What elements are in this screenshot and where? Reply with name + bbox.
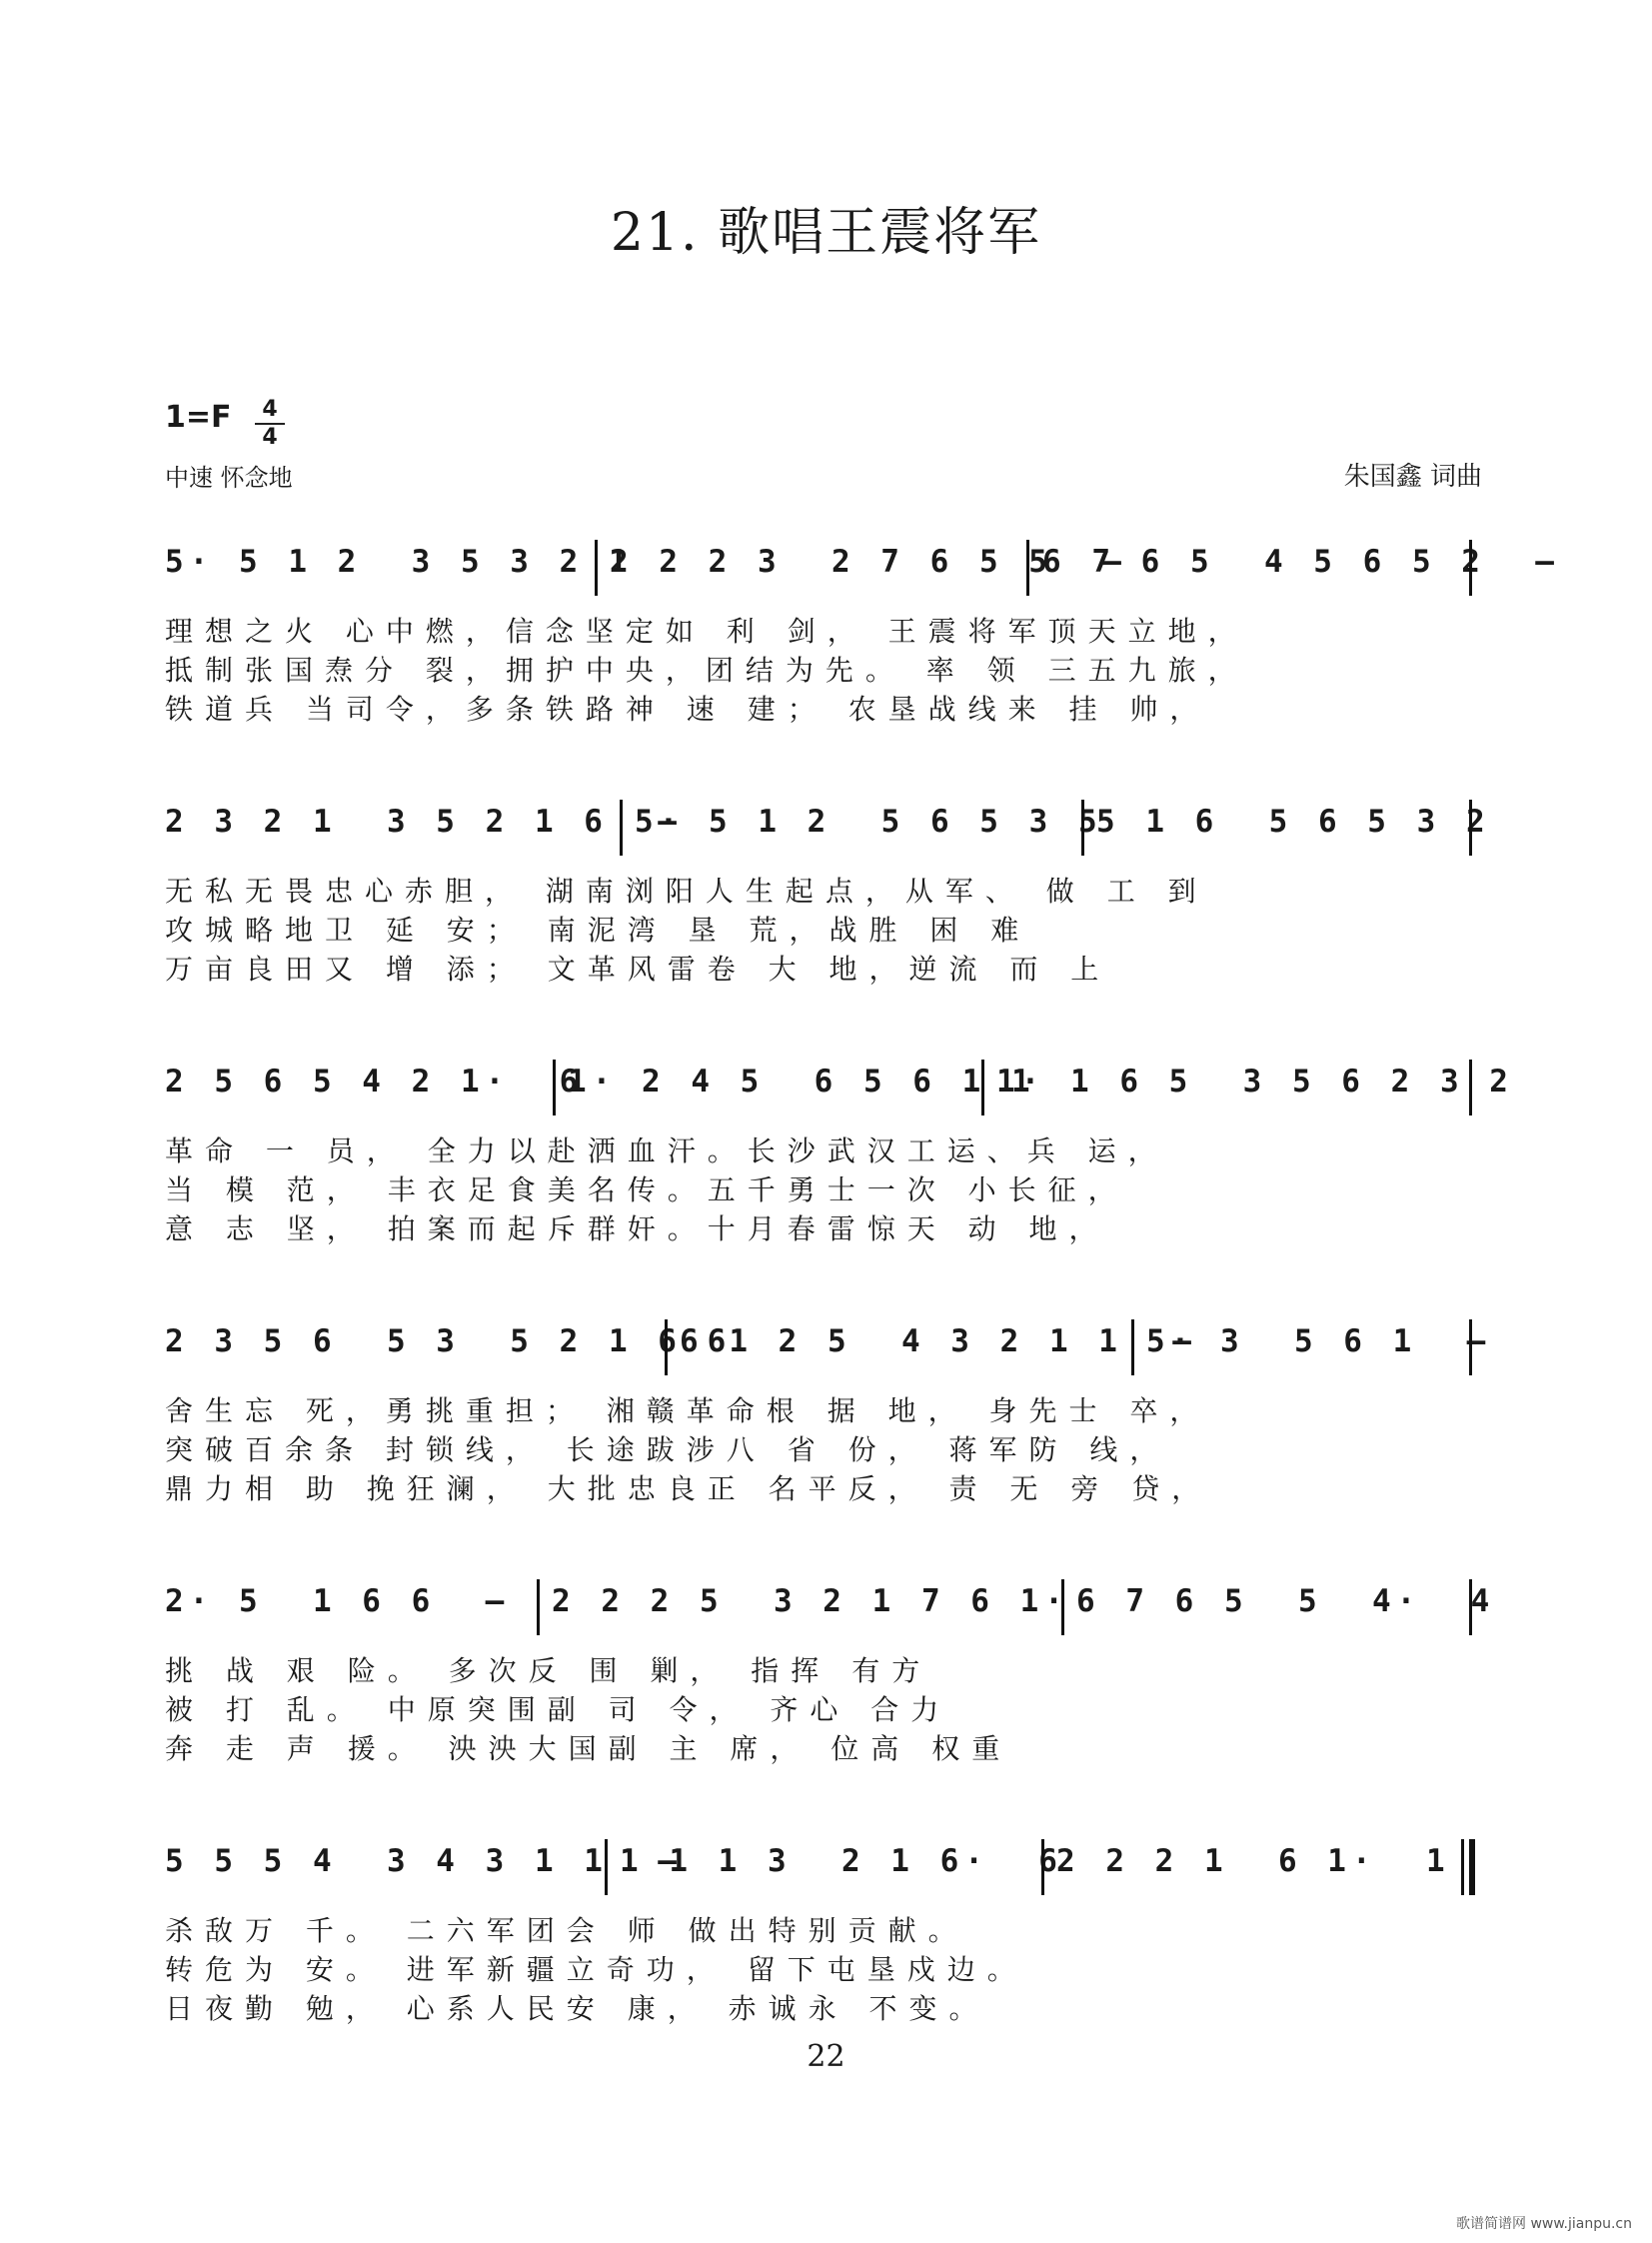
barline xyxy=(1041,1839,1044,1895)
lyric-line-2: 抵制张国焘分 裂，拥护中央，团结为先。 率 领 三五九旅， xyxy=(165,654,1248,687)
barline xyxy=(665,1319,668,1375)
notes-row xyxy=(165,540,1560,600)
final-barline xyxy=(1469,1839,1481,1895)
measure: 5· 5 1 2 5 6 5 3 5 xyxy=(635,804,1103,840)
lyric-line-3: 铁道兵 当司令，多条铁路神 速 建； 农垦战线来 挂 帅， xyxy=(165,693,1210,726)
measure: 6 7 6 5 4 5 6 5 2 – xyxy=(1042,544,1560,580)
lyric-line-3: 意 志 坚， 拍案而起斥群奸。十月春雷惊天 动 地， xyxy=(165,1212,1109,1245)
notes-row xyxy=(165,1319,1492,1379)
measure: 2 3 5 6 5 3 5 2 1 6 6 xyxy=(165,1323,733,1359)
watermark: 歌谱简谱网 www.jianpu.cn xyxy=(1456,2216,1632,2232)
tempo-marking: 中速 怀念地 xyxy=(165,464,293,492)
barline xyxy=(1469,540,1472,596)
lyric-line-1: 杀敌万 千。 二六军团会 师 做出特别贡献。 xyxy=(165,1914,968,1947)
barline xyxy=(1026,540,1029,596)
barline xyxy=(1461,1839,1464,1895)
lyric-line-3: 鼎力相 助 挽狂澜， 大批忠良正 名平反， 责 无 旁 贷， xyxy=(165,1472,1212,1505)
barline xyxy=(1469,1319,1472,1375)
barline xyxy=(1081,800,1084,856)
song-title: 21. 歌唱王震将军 xyxy=(610,203,1042,263)
lyric-line-3: 日夜勤 勉， 心系人民安 康， 赤诚永 不变。 xyxy=(165,1992,989,2025)
page-number: 22 xyxy=(807,2039,845,2074)
notes-row xyxy=(165,800,1491,860)
measure: 1· 2 4 5 6 5 6 1 1 xyxy=(568,1064,1036,1100)
time-signature-bottom: 4 xyxy=(262,425,278,450)
barline xyxy=(537,1579,540,1635)
measure: 5· 3 5 6 1 – xyxy=(1146,1323,1492,1359)
notes-row xyxy=(165,1579,1496,1639)
time-signature-top: 4 xyxy=(262,397,278,422)
measure: 5 5 5 4 3 4 3 1 1 – xyxy=(165,1843,683,1879)
key-signature: 1=F xyxy=(165,400,232,435)
measure: 2 2 2 3 2 7 6 5 5 – xyxy=(610,544,1127,580)
barline xyxy=(595,540,598,596)
lyric-line-2: 被 打 乱。 中原突围副 司 令， 齐心 合力 xyxy=(165,1693,951,1726)
barline xyxy=(1469,1060,1472,1116)
barline xyxy=(620,800,623,856)
measure: 1· 1 6 5 3 5 6 2 3 2 xyxy=(996,1064,1514,1100)
notes-row xyxy=(165,1839,1484,1899)
lyric-line-2: 当 模 范， 丰衣足食美名传。五千勇士一次 小长征， xyxy=(165,1173,1128,1206)
measure: 2 5 6 5 4 2 1· 6 xyxy=(165,1064,585,1100)
measure: 6 7 6 5 5 4· 4 xyxy=(1076,1583,1496,1619)
barline xyxy=(605,1839,608,1895)
barline xyxy=(1469,1579,1472,1635)
measure: 6 1 2 5 4 3 2 1 1 – xyxy=(680,1323,1197,1359)
measure: 5 1 6 5 6 5 3 2 xyxy=(1096,804,1491,840)
lyric-line-1: 舍生忘 死，勇挑重担； 湘赣革命根 据 地， 身先士 卒， xyxy=(165,1394,1210,1427)
lyric-line-1: 革命 一 员， 全力以赴洒血汗。长沙武汉工运、兵 运， xyxy=(165,1134,1168,1167)
measure: 2 2 2 1 6 1· 1 xyxy=(1056,1843,1451,1879)
composer-credit: 朱国鑫 词曲 xyxy=(1343,462,1482,492)
barline xyxy=(1061,1579,1064,1635)
lyric-line-3: 万亩良田又 增 添； 文革风雷卷 大 地，逆流 而 上 xyxy=(165,953,1111,986)
lyric-line-1: 挑 战 艰 险。 多次反 围 剿， 指挥 有方 xyxy=(165,1654,932,1687)
measure: 2 3 2 1 3 5 2 1 6 – xyxy=(165,804,683,840)
lyric-line-2: 突破百余条 封锁线， 长途跋涉八 省 份， 蒋军防 线， xyxy=(165,1433,1170,1466)
measure: 2 2 2 5 3 2 1 7 6 1· xyxy=(552,1583,1069,1619)
time-signature xyxy=(255,398,285,450)
lyric-line-3: 奔 走 声 援。 泱泱大国副 主 席， 位高 权重 xyxy=(165,1732,1012,1765)
barline xyxy=(1131,1319,1134,1375)
lyric-line-2: 转危为 安。 进军新疆立奇功， 留下屯垦戍边。 xyxy=(165,1953,1027,1986)
measure: 1 1 1 3 2 1 6· 6 xyxy=(620,1843,1063,1879)
barline xyxy=(553,1060,556,1116)
measure: 5· 5 1 2 3 5 3 2 1 xyxy=(165,544,634,580)
lyric-line-2: 攻城略地卫 延 安； 南泥湾 垦 荒，战胜 困 难 xyxy=(165,914,1031,947)
notes-row xyxy=(165,1060,1514,1120)
barline xyxy=(981,1060,984,1116)
barline xyxy=(1469,800,1472,856)
lyric-line-1: 无私无畏忠心赤胆， 湖南浏阳人生起点，从军、 做 工 到 xyxy=(165,875,1208,908)
lyric-line-1: 理想之火 心中燃，信念坚定如 利 剑， 王震将军顶天立地， xyxy=(165,615,1248,648)
measure: 2· 5 1 6 6 – xyxy=(165,1583,511,1619)
